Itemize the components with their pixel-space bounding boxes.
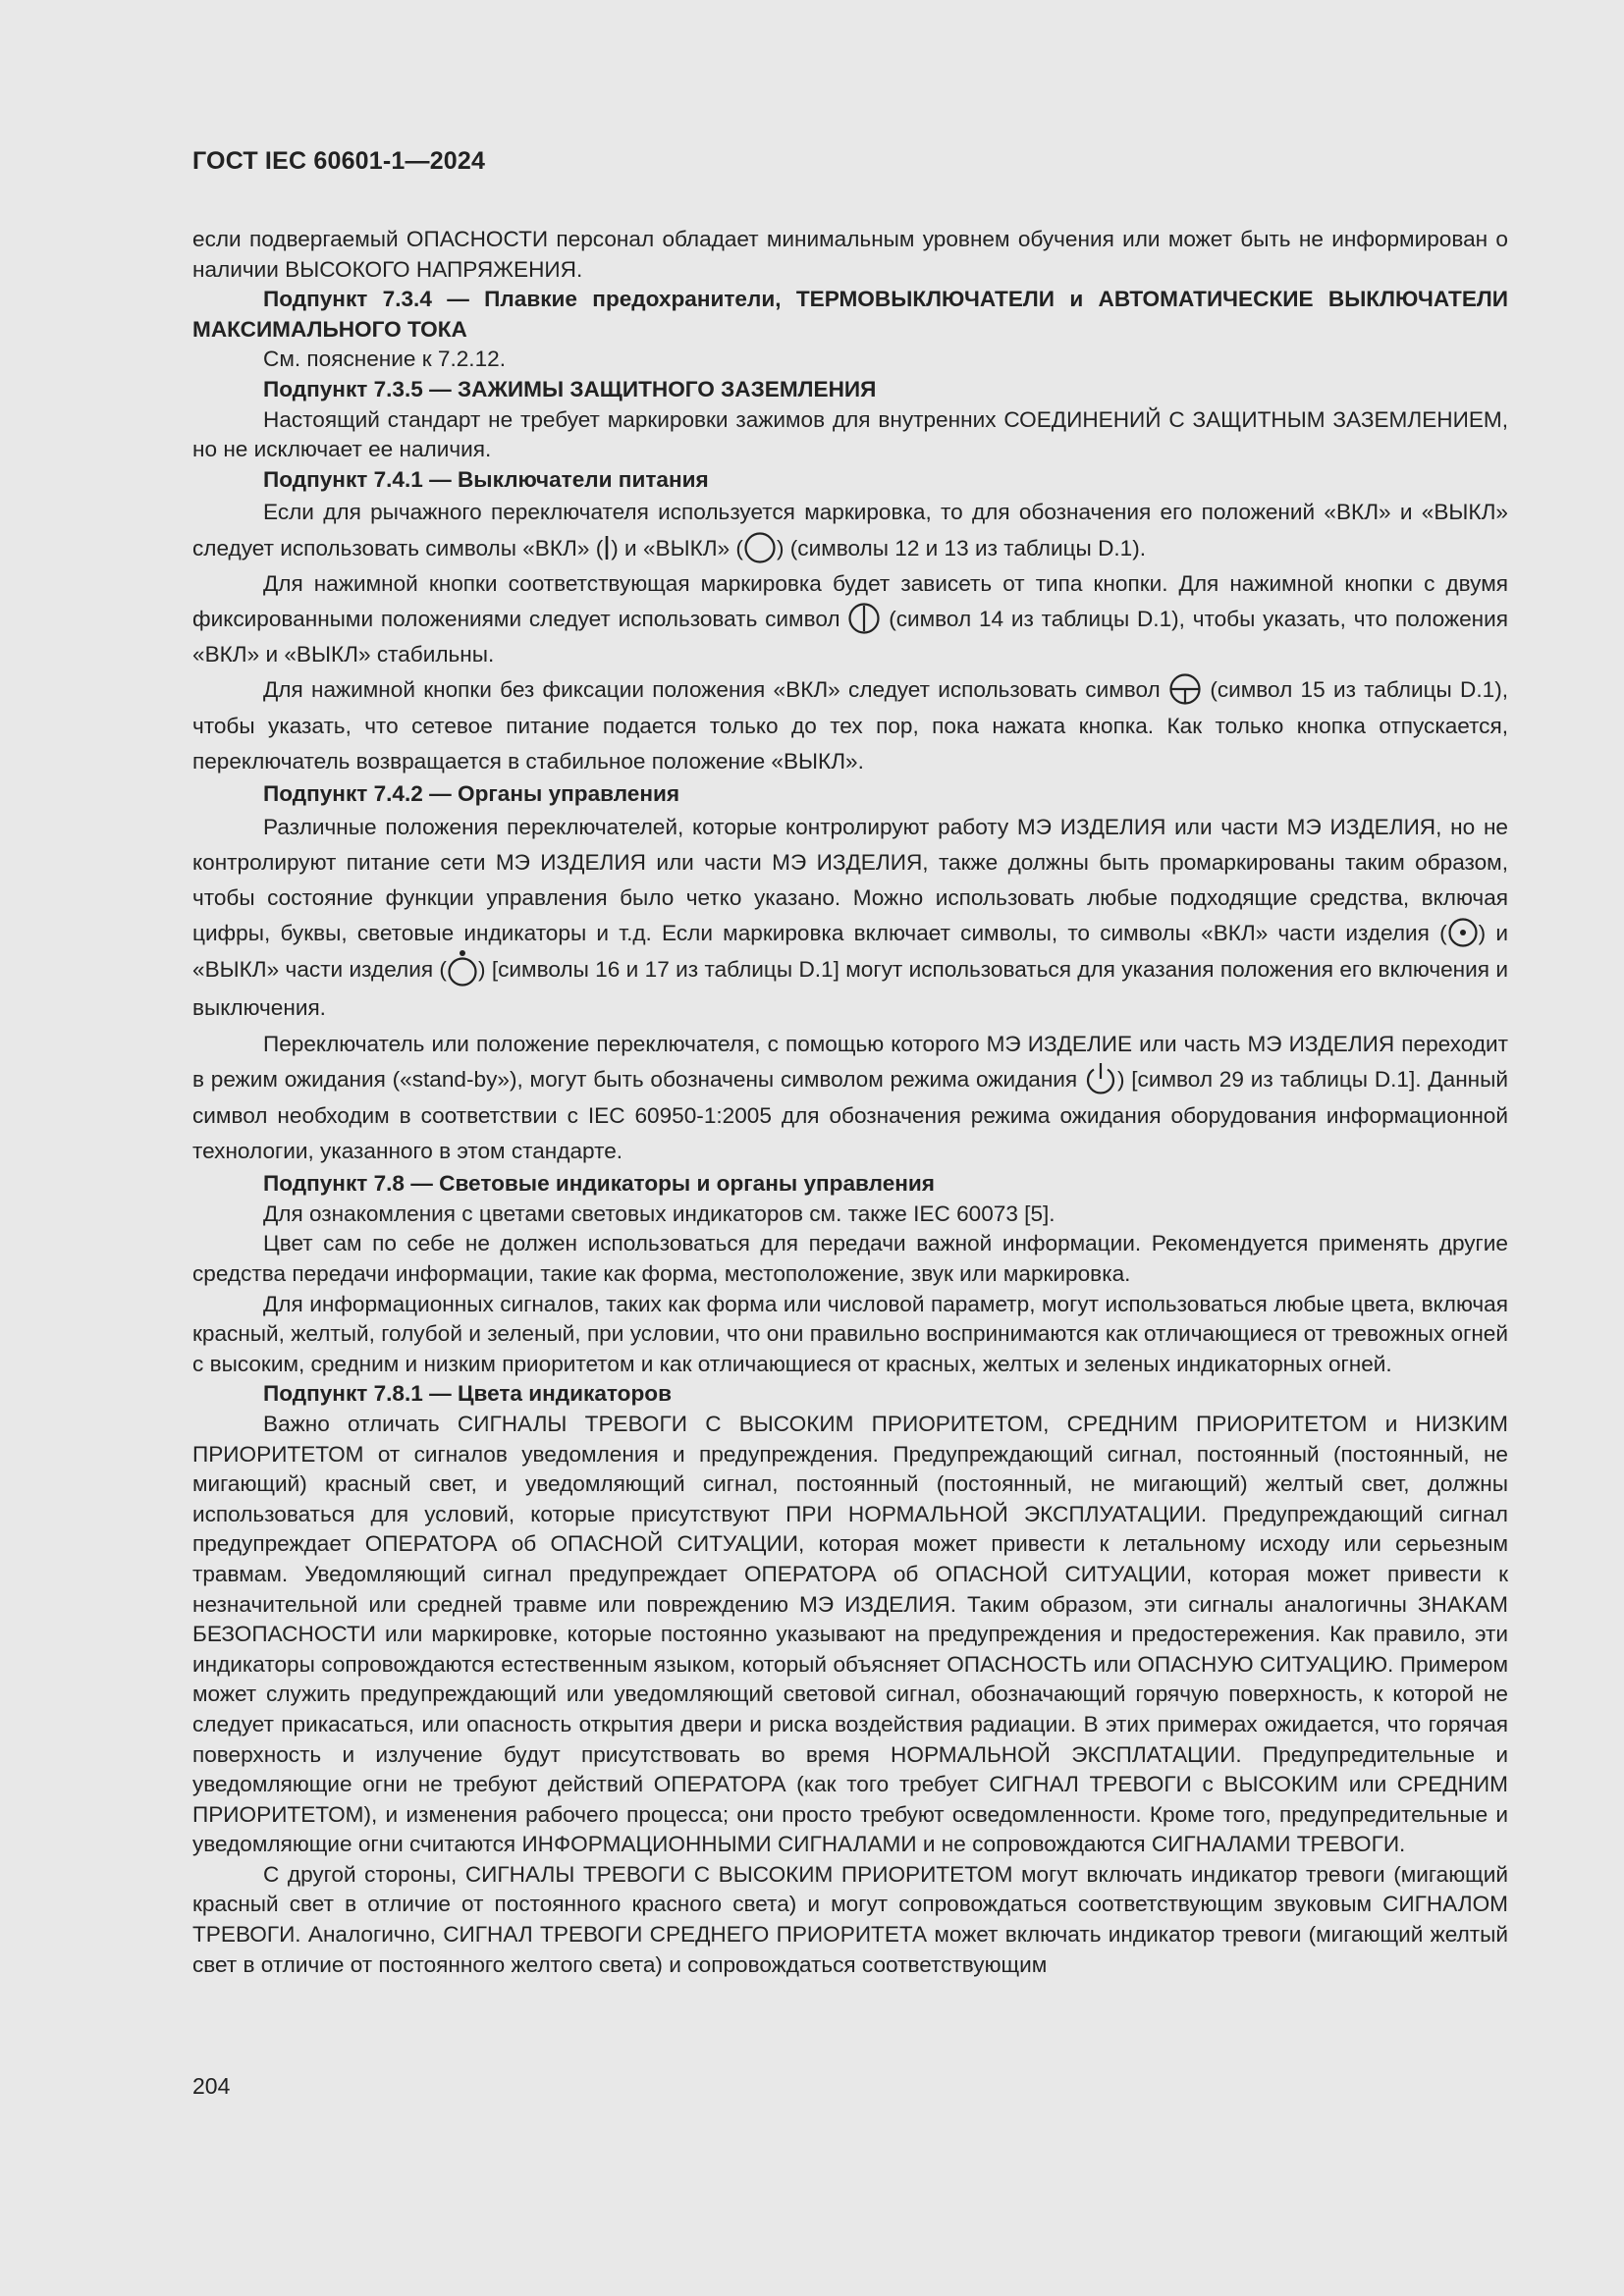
text-run: (символ 15 из таблицы D.1), чтобы указать, что сетевое питание подается только до тех пор, пока нажата кнопка. Как только кнопка отпускается, переключатель возвращается в стабильное положение «ВЫКЛ».	[192, 677, 1509, 774]
text-run: ) [символ 29 из таблицы D.1]. Данный символ необходим в соответствии с IEC 60950-1:2005 для обозначения режима ожидания оборудования информационной технологии, указанного в этом стандарте.	[192, 1066, 1509, 1164]
paragraph: Для информационных сигналов, таких как форма или числовой параметр, могут использоваться любые цвета, включая красный, желтый, голубой и зеленый, при условии, что они правильно воспринимаются как отличающиеся от тревожных огней с высоким, средним и низким приоритетом и как отличающиеся от красных, желтых и зеленых индикаторных огней.	[192, 1291, 1508, 1376]
subclause-heading-7-3-4: Подпункт 7.3.4 — Плавкие предохранители, ТЕРМОВЫКЛЮЧАТЕЛИ и АВТОМАТИЧЕСКИЕ ВЫКЛЮЧАТЕЛИ МАКСИМАЛЬНОГО ТОКА	[192, 287, 1508, 342]
subclause-heading-7-4-1: Подпункт 7.4.1 — Выключатели питания	[263, 466, 709, 492]
power-off-circle-icon	[743, 531, 777, 564]
paragraph	[192, 672, 1508, 779]
paragraph: Цвет сам по себе не должен использоваться для передачи важной информации. Рекомендуется применять другие средства передачи информации, такие как форма, местоположение, звук или маркировка.	[192, 1231, 1508, 1286]
page-number: 204	[192, 2073, 231, 2099]
text-run: ) (символы 12 и 13 из таблицы D.1).	[776, 535, 1147, 561]
text-run: Для нажимной кнопки без фиксации положения «ВКЛ» следует использовать символ	[263, 677, 1161, 703]
power-on-line-icon	[603, 534, 611, 561]
subclause-heading-7-8: Подпункт 7.8 — Световые индикаторы и органы управления	[263, 1171, 935, 1197]
momentary-on-icon	[1168, 672, 1202, 706]
text-run: Если для рычажного переключателя используется маркировка, то для обозначения его положений «ВКЛ» и «ВЫКЛ» следует использовать символы «ВКЛ» (	[192, 500, 1508, 561]
text-run: ) [символы 16 и 17 из таблицы D.1] могут использоваться для указания положения его включения и выключения.	[192, 957, 1508, 1021]
text-run: Для нажимной кнопки соответствующая маркировка будет зависеть от типа кнопки. Для нажимной кнопки с двумя фиксированными положениями следует использовать символ	[192, 570, 1508, 631]
paragraph: если подвергаемый ОПАСНОСТИ персонал обладает минимальным уровнем обучения или может быть не информирован о наличии ВЫСОКОГО НАПРЯЖЕНИЯ.	[192, 227, 1508, 282]
document-header: ГОСТ IEC 60601-1—2024	[192, 147, 486, 175]
document-body	[192, 225, 1508, 1980]
text-run: Различные положения переключателей, которые контролируют работу МЭ ИЗДЕЛИЯ или части МЭ ИЗДЕЛИЯ, но не контролируют питание сети МЭ ИЗДЕЛИЯ или части МЭ ИЗДЕЛИЯ, также должны быть промаркированы таким образом, чтобы состояние функции управления было четко указано. Можно использовать любые подходящие средства, включая цифры, буквы, световые индикаторы и т.д. Если маркировка включает символы, то символы «ВКЛ» части изделия (	[192, 814, 1508, 946]
paragraph: Для ознакомления с цветами световых индикаторов см. также IEC 60073 [5].	[263, 1201, 1056, 1226]
paragraph	[192, 810, 1508, 1027]
standby-icon	[1084, 1061, 1117, 1096]
text-run: (символ 14 из таблицы D.1), чтобы указать, что положения «ВКЛ» и «ВЫКЛ» стабильны.	[192, 606, 1508, 667]
paragraph: См. пояснение к 7.2.12.	[263, 347, 506, 372]
text-run: ) и «ВЫКЛ» части изделия (	[192, 921, 1508, 983]
paragraph: С другой стороны, СИГНАЛЫ ТРЕВОГИ С ВЫСОКИМ ПРИОРИТЕТОМ могут включать индикатор тревоги (мигающий красный свет в отличие от постоянного красного света) и могут сопровождаться соответствующим звуковым СИГНАЛОМ ТРЕВОГИ. Аналогично, СИГНАЛ ТРЕВОГИ СРЕДНЕГО ПРИОРИТЕТА может включать индикатор тревоги (мигающий желтый свет в отличие от постоянного желтого света) и сопровождаться соответствующим	[192, 1861, 1508, 1977]
text-run: ) и «ВЫКЛ» (	[611, 535, 743, 561]
paragraph: Настоящий стандарт не требует маркировки зажимов для внутренних СОЕДИНЕНИЙ С ЗАЩИТНЫМ ЗАЗЕМЛЕНИЕМ, но не исключает ее наличия.	[192, 406, 1508, 462]
subclause-heading-7-8-1: Подпункт 7.8.1 — Цвета индикаторов	[263, 1381, 672, 1407]
paragraph	[192, 566, 1508, 673]
paragraph: Важно отличать СИГНАЛЫ ТРЕВОГИ С ВЫСОКИМ ПРИОРИТЕТОМ, СРЕДНИМ ПРИОРИТЕТОМ и НИЗКИМ ПРИОРИТЕТОМ от сигналов уведомления и предупреждения. Предупреждающий сигнал, постоянный (постоянный, не мигающий) красный свет, и уведомляющий сигнал, постоянный (постоянный, не мигающий) желтый свет, должны использоваться для условий, которые присутствуют ПРИ НОРМАЛЬНОЙ ЭКСПЛУАТАЦИИ. Предупреждающий сигнал предупреждает ОПЕРАТОРА об ОПАСНОЙ СИТУАЦИИ, которая может привести к летальному исходу или серьезным травмам. Уведомляющий сигнал предупреждает ОПЕРАТОРА об ОПАСНОЙ СИТУАЦИИ, которая может привести к незначительной или средней травме или повреждению МЭ ИЗДЕЛИЯ. Таким образом, эти сигналы аналогичны ЗНАКАМ БЕЗОПАСНОСТИ или маркировке, которые постоянно указывают на предупреждения и предостережения. Как правило, эти индикаторы сопровождаются естественным языком, который объясняет ОПАСНОСТЬ или ОПАСНУЮ СИТУАЦИЮ. Примером может служить предупреждающий или уведомляющий световой сигнал, обозначающий горячую поверхность, к которой не следует прикасаться, или опасность открытия двери и риска воздействия радиации. В этих примерах ожидается, что горячая поверхность и излучение будут присутствовать во время НОРМАЛЬНОЙ ЭКСПЛАТАЦИИ. Предупредительные и уведомляющие огни не требуют действий ОПЕРАТОРА (как того требует СИГНАЛ ТРЕВОГИ с ВЫСОКИМ или СРЕДНИМ ПРИОРИТЕТОМ), и изменения рабочего процесса; они просто требуют осведомленности. Кроме того, предупредительные и уведомляющие огни считаются ИНФОРМАЦИОННЫМИ СИГНАЛАМИ и не сопровождаются СИГНАЛАМИ ТРЕВОГИ.	[192, 1411, 1508, 1857]
subclause-heading-7-4-2: Подпункт 7.4.2 — Органы управления	[263, 780, 680, 806]
paragraph	[192, 1027, 1508, 1170]
subclause-heading-7-3-5: Подпункт 7.3.5 — ЗАЖИМЫ ЗАЩИТНОГО ЗАЗЕМЛЕНИЯ	[263, 376, 877, 401]
part-on-icon	[1447, 917, 1479, 948]
push-push-on-off-icon	[847, 602, 881, 635]
paragraph	[192, 495, 1508, 565]
text-run: Переключатель или положение переключателя, с помощью которого МЭ ИЗДЕЛИЕ или часть МЭ ИЗДЕЛИЯ переходит в режим ожидания («stand-by»), могут быть обозначены символом режима ожидания	[192, 1031, 1508, 1092]
part-off-icon	[447, 949, 478, 988]
